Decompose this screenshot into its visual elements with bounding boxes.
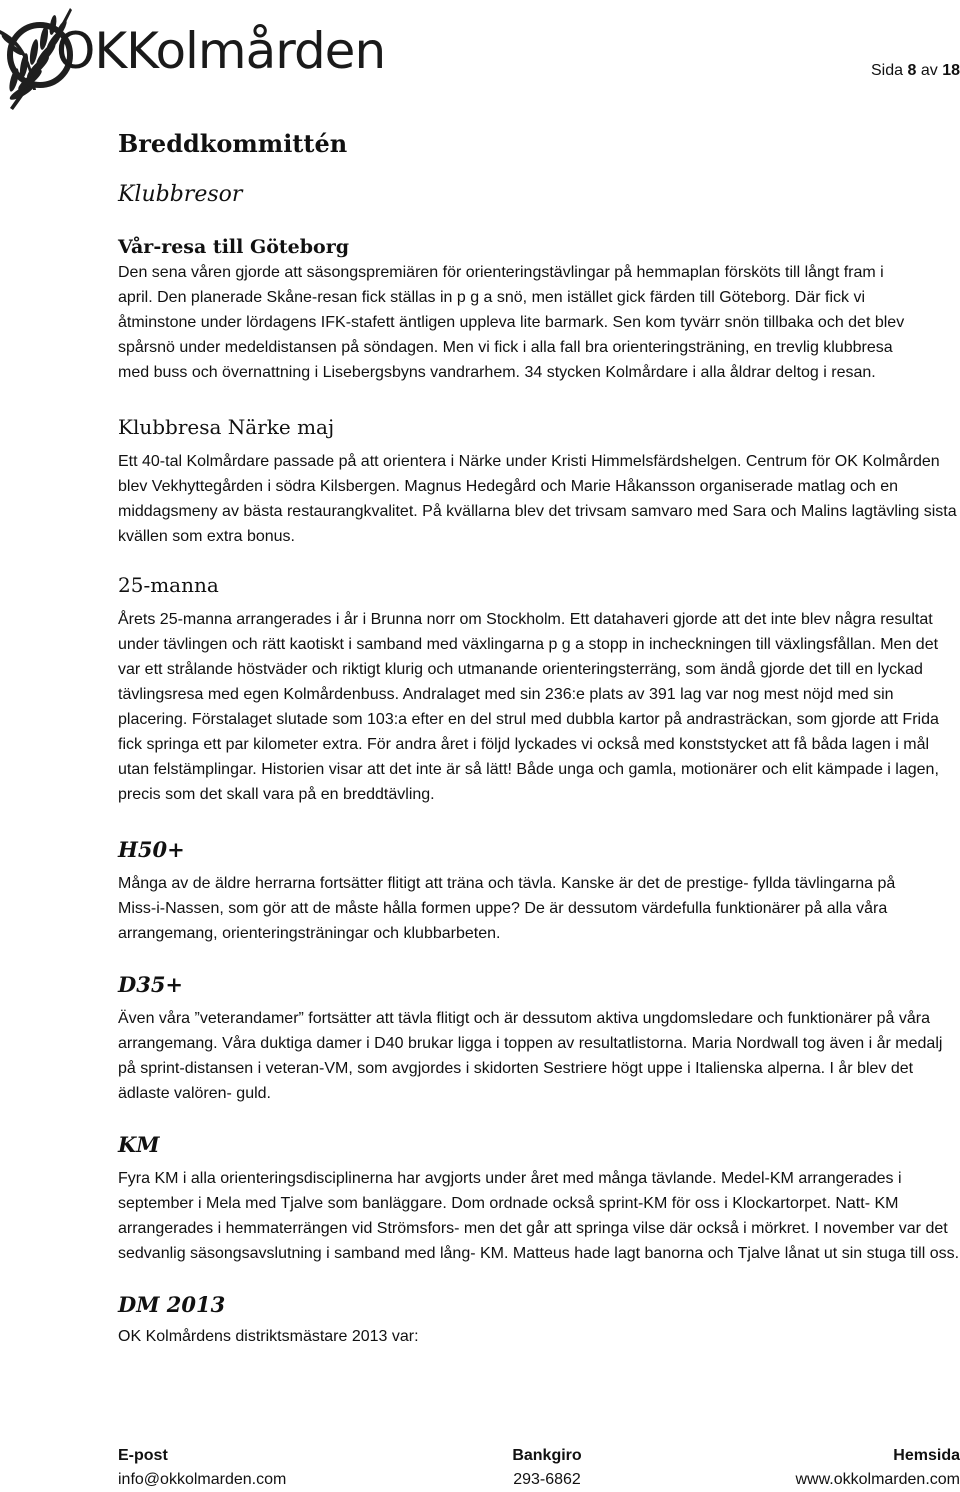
trip2-body: Ett 40-tal Kolmårdare passade på att orientera i Närke under Kristi Himmelsfärdshelgen. Centrum för OK Kolmården blev Vekhyttegården i södra Kilsbergen. Magnus Hedegård och Marie Håkansson organiserade matlag och en middagsmeny av bästa restaurangkvalitet. På kvällarna blev det trivsam samvaro med Sara och Malins lagtävling sista kvällen som extra bonus. — [118, 453, 957, 545]
page-footer — [118, 1444, 960, 1490]
footer-bank-value: 293-6862 — [513, 1471, 581, 1488]
trip1-heading: Vår-resa till Göteborg — [118, 236, 349, 258]
footer-email-value[interactable]: info@okkolmarden.com — [118, 1471, 287, 1488]
h50-body: Många av de äldre herrarna fortsätter flitigt att träna och tävla. Kanske är det de prestige- fyllda tävlingarna på Miss-i-Nassen, som gör att de måste hålla formen uppe? De är dessutom värdefulla funktionärer på alla våra arrangemang, orienteringsträningar och klubbarbeten. — [118, 875, 896, 942]
manna-body: Årets 25-manna arrangerades i år i Brunna norr om Stockholm. Ett datahaveri gjorde att det inte blev några resultat under tävlingen och rätt kaotiskt i samband med växlingarna p g a stopp in incheckningen till växlingsfållan. Men det var ett strålande höstväder och riktigt klurig och utmanande orienteringsterräng, som ändå gjorde det till en lyckad tävlingsresa med egen Kolmårdenbuss. Andralaget med sin 236:e plats av 391 lag var nog mest nöjd med sin placering. Förstalaget slutade som 103:a efter en del strul med dubbla kartor på andrasträckan, som gjorde att Frida fick springa ett par kilometer extra. För andra året i följd lyckades vi också med konststycket att få båda lagen i mål utan felstämplingar. Historien visar att det inte är så lätt! Både unga och gamla, motionärer och elit kämpade i lagen, precis som det skall vara på en breddtävling. — [118, 611, 939, 803]
dm-heading: DM 2013 — [118, 1292, 226, 1317]
page-current: 8 — [907, 62, 917, 79]
logo-text: OKKolmården — [56, 22, 386, 80]
section-subtitle: Klubbresor — [118, 182, 243, 207]
km-body: Fyra KM i alla orienteringsdisciplinerna har avgjorts under året med många tävlande. Medel-KM arrangerades i september i Mela med Tjalve som banläggare. Dom ordnade också sprint-KM för oss i Klockartorpet. Natt- KM arrangerades i hemmaterrängen vid Strömsfors- men det går att springa vilse där också i mörkret. I november var det sedvanlig säsongsavslutning i samband med lång- KM. Matteus hade lagt banorna och Tjalve lånat ut sin stuga till oss. — [118, 1170, 960, 1262]
club-logo — [0, 0, 420, 112]
page-number — [871, 62, 960, 80]
footer-web — [796, 1444, 960, 1492]
footer-email-label: E-post — [118, 1447, 168, 1464]
dm-body: OK Kolmårdens distriktsmästare 2013 var: — [118, 1328, 419, 1345]
page-label: Sida — [871, 62, 904, 79]
page-of: av — [920, 62, 938, 79]
footer-web-label: Hemsida — [893, 1447, 960, 1464]
trip1-body: Den sena våren gjorde att säsongspremiären för orienteringstävlingar på hemmaplan försköts till långt fram i april. Den planerade Skåne-resan fick ställas in p g a snö, men istället gick färden till Göteborg. Där fick vi åtminstone under lördagens IFK-stafett äntligen uppleva lite barmark. Sen kom tyvärr snön tillbaka och det blev spårsnö under medeldistansen på söndagen. Men vi fick i alla fall bra orienteringsträning, en trevlig klubbresa med buss och övernattning i Lisebergsbyns vandrarhem. 34 stycken Kolmårdare i alla åldrar deltog i resan. — [118, 264, 905, 381]
trip2-heading: Klubbresa Närke maj — [118, 415, 335, 439]
footer-web-value[interactable]: www.okkolmarden.com — [795, 1471, 960, 1488]
km-heading: KM — [118, 1132, 160, 1157]
footer-email — [118, 1444, 286, 1492]
page-total: 18 — [942, 62, 960, 79]
footer-bank — [502, 1444, 592, 1492]
d35-body: Även våra ”veterandamer” fortsätter att tävla flitigt och är dessutom aktiva ungdomsledare och funktionärer på våra arrangemang. Våra duktiga damer i D40 brukar ligga i toppen av resultatlistorna. Maria Nordwall tog även i år medalj på sprint-distansen i veteran-VM, som avgjordes i skidorten Sestriere högt uppe i Italienska alperna. I år blev det ädlaste valören- guld. — [118, 1010, 943, 1102]
d35-heading: D35+ — [118, 972, 184, 997]
footer-bank-label: Bankgiro — [512, 1447, 582, 1464]
manna-heading: 25-manna — [118, 573, 219, 597]
h50-heading: H50+ — [118, 837, 185, 862]
page-title: Breddkommittén — [118, 129, 348, 158]
main-content — [118, 124, 960, 1349]
